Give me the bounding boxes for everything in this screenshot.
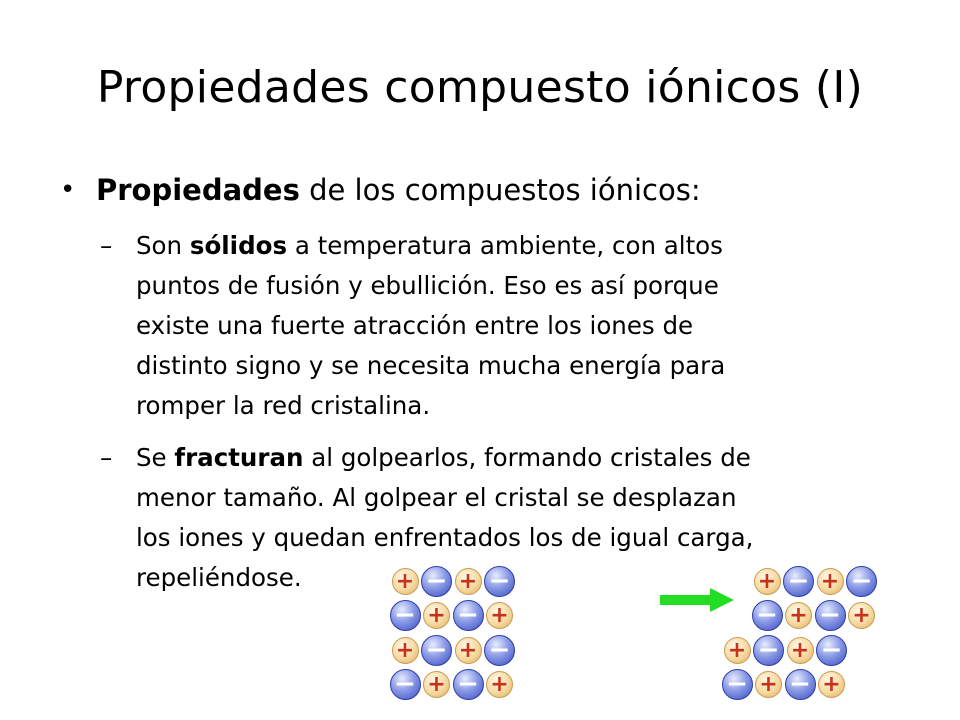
text-line xyxy=(136,226,725,266)
text-line: distinto signo y se necesita mucha energía para xyxy=(136,351,726,380)
negative-ion: − xyxy=(421,566,452,597)
positive-ion: + xyxy=(848,602,875,629)
text-span: al golpearlos, formando cristales de xyxy=(303,443,751,472)
negative-ion: − xyxy=(752,600,783,631)
positive-ion: + xyxy=(486,671,513,698)
bold-term-solidos: sólidos xyxy=(189,231,288,260)
bullet-dot-icon: • xyxy=(60,175,76,205)
main-bullet-rest: de los compuestos iónicos: xyxy=(299,173,701,207)
subbullet-solids-text xyxy=(136,226,725,426)
negative-ion: − xyxy=(785,669,816,700)
dash-bullet-icon: – xyxy=(100,443,113,472)
text-line: repeliéndose. xyxy=(136,563,302,592)
text-line: los iones y quedan enfrentados los de igual carga, xyxy=(136,523,754,552)
text-line: puntos de fusión y ebullición. Eso es así porque xyxy=(136,271,719,300)
positive-ion: + xyxy=(455,637,482,664)
negative-ion: − xyxy=(753,635,784,666)
positive-ion: + xyxy=(486,602,513,629)
dash-bullet-icon: – xyxy=(100,231,113,260)
positive-ion: + xyxy=(817,568,844,595)
text-line: romper la red cristalina. xyxy=(136,391,431,420)
positive-ion: + xyxy=(755,671,782,698)
text-span: Se xyxy=(136,443,175,472)
slide-title: Propiedades compuesto iónicos (I) xyxy=(96,62,864,113)
negative-ion: − xyxy=(783,566,814,597)
negative-ion: − xyxy=(421,635,452,666)
main-bullet-bold: Propiedades xyxy=(96,173,300,207)
text-span: Son xyxy=(136,231,190,260)
negative-ion: − xyxy=(453,600,484,631)
ionic-lattice-before xyxy=(390,566,520,706)
text-line xyxy=(136,438,753,478)
negative-ion: − xyxy=(453,669,484,700)
negative-ion: − xyxy=(815,600,846,631)
negative-ion: − xyxy=(390,600,421,631)
text-span: a temperatura ambiente, con altos xyxy=(287,231,723,260)
positive-ion: + xyxy=(455,568,482,595)
positive-ion: + xyxy=(754,568,781,595)
text-line: menor tamaño. Al golpear el cristal se desplazan xyxy=(136,483,737,512)
main-bullet-text xyxy=(96,170,701,210)
positive-ion: + xyxy=(818,671,845,698)
positive-ion: + xyxy=(392,568,419,595)
negative-ion: − xyxy=(390,669,421,700)
bold-term-fracturan: fracturan xyxy=(174,443,304,472)
positive-ion: + xyxy=(787,637,814,664)
negative-ion: − xyxy=(846,566,877,597)
positive-ion: + xyxy=(423,602,450,629)
negative-ion: − xyxy=(722,669,753,700)
positive-ion: + xyxy=(392,637,419,664)
negative-ion: − xyxy=(484,566,515,597)
negative-ion: − xyxy=(816,635,847,666)
positive-ion: + xyxy=(423,671,450,698)
positive-ion: + xyxy=(724,637,751,664)
negative-ion: − xyxy=(484,635,515,666)
text-line: existe una fuerte atracción entre los iones de xyxy=(136,311,694,340)
ionic-lattice-after xyxy=(722,566,872,706)
positive-ion: + xyxy=(785,602,812,629)
